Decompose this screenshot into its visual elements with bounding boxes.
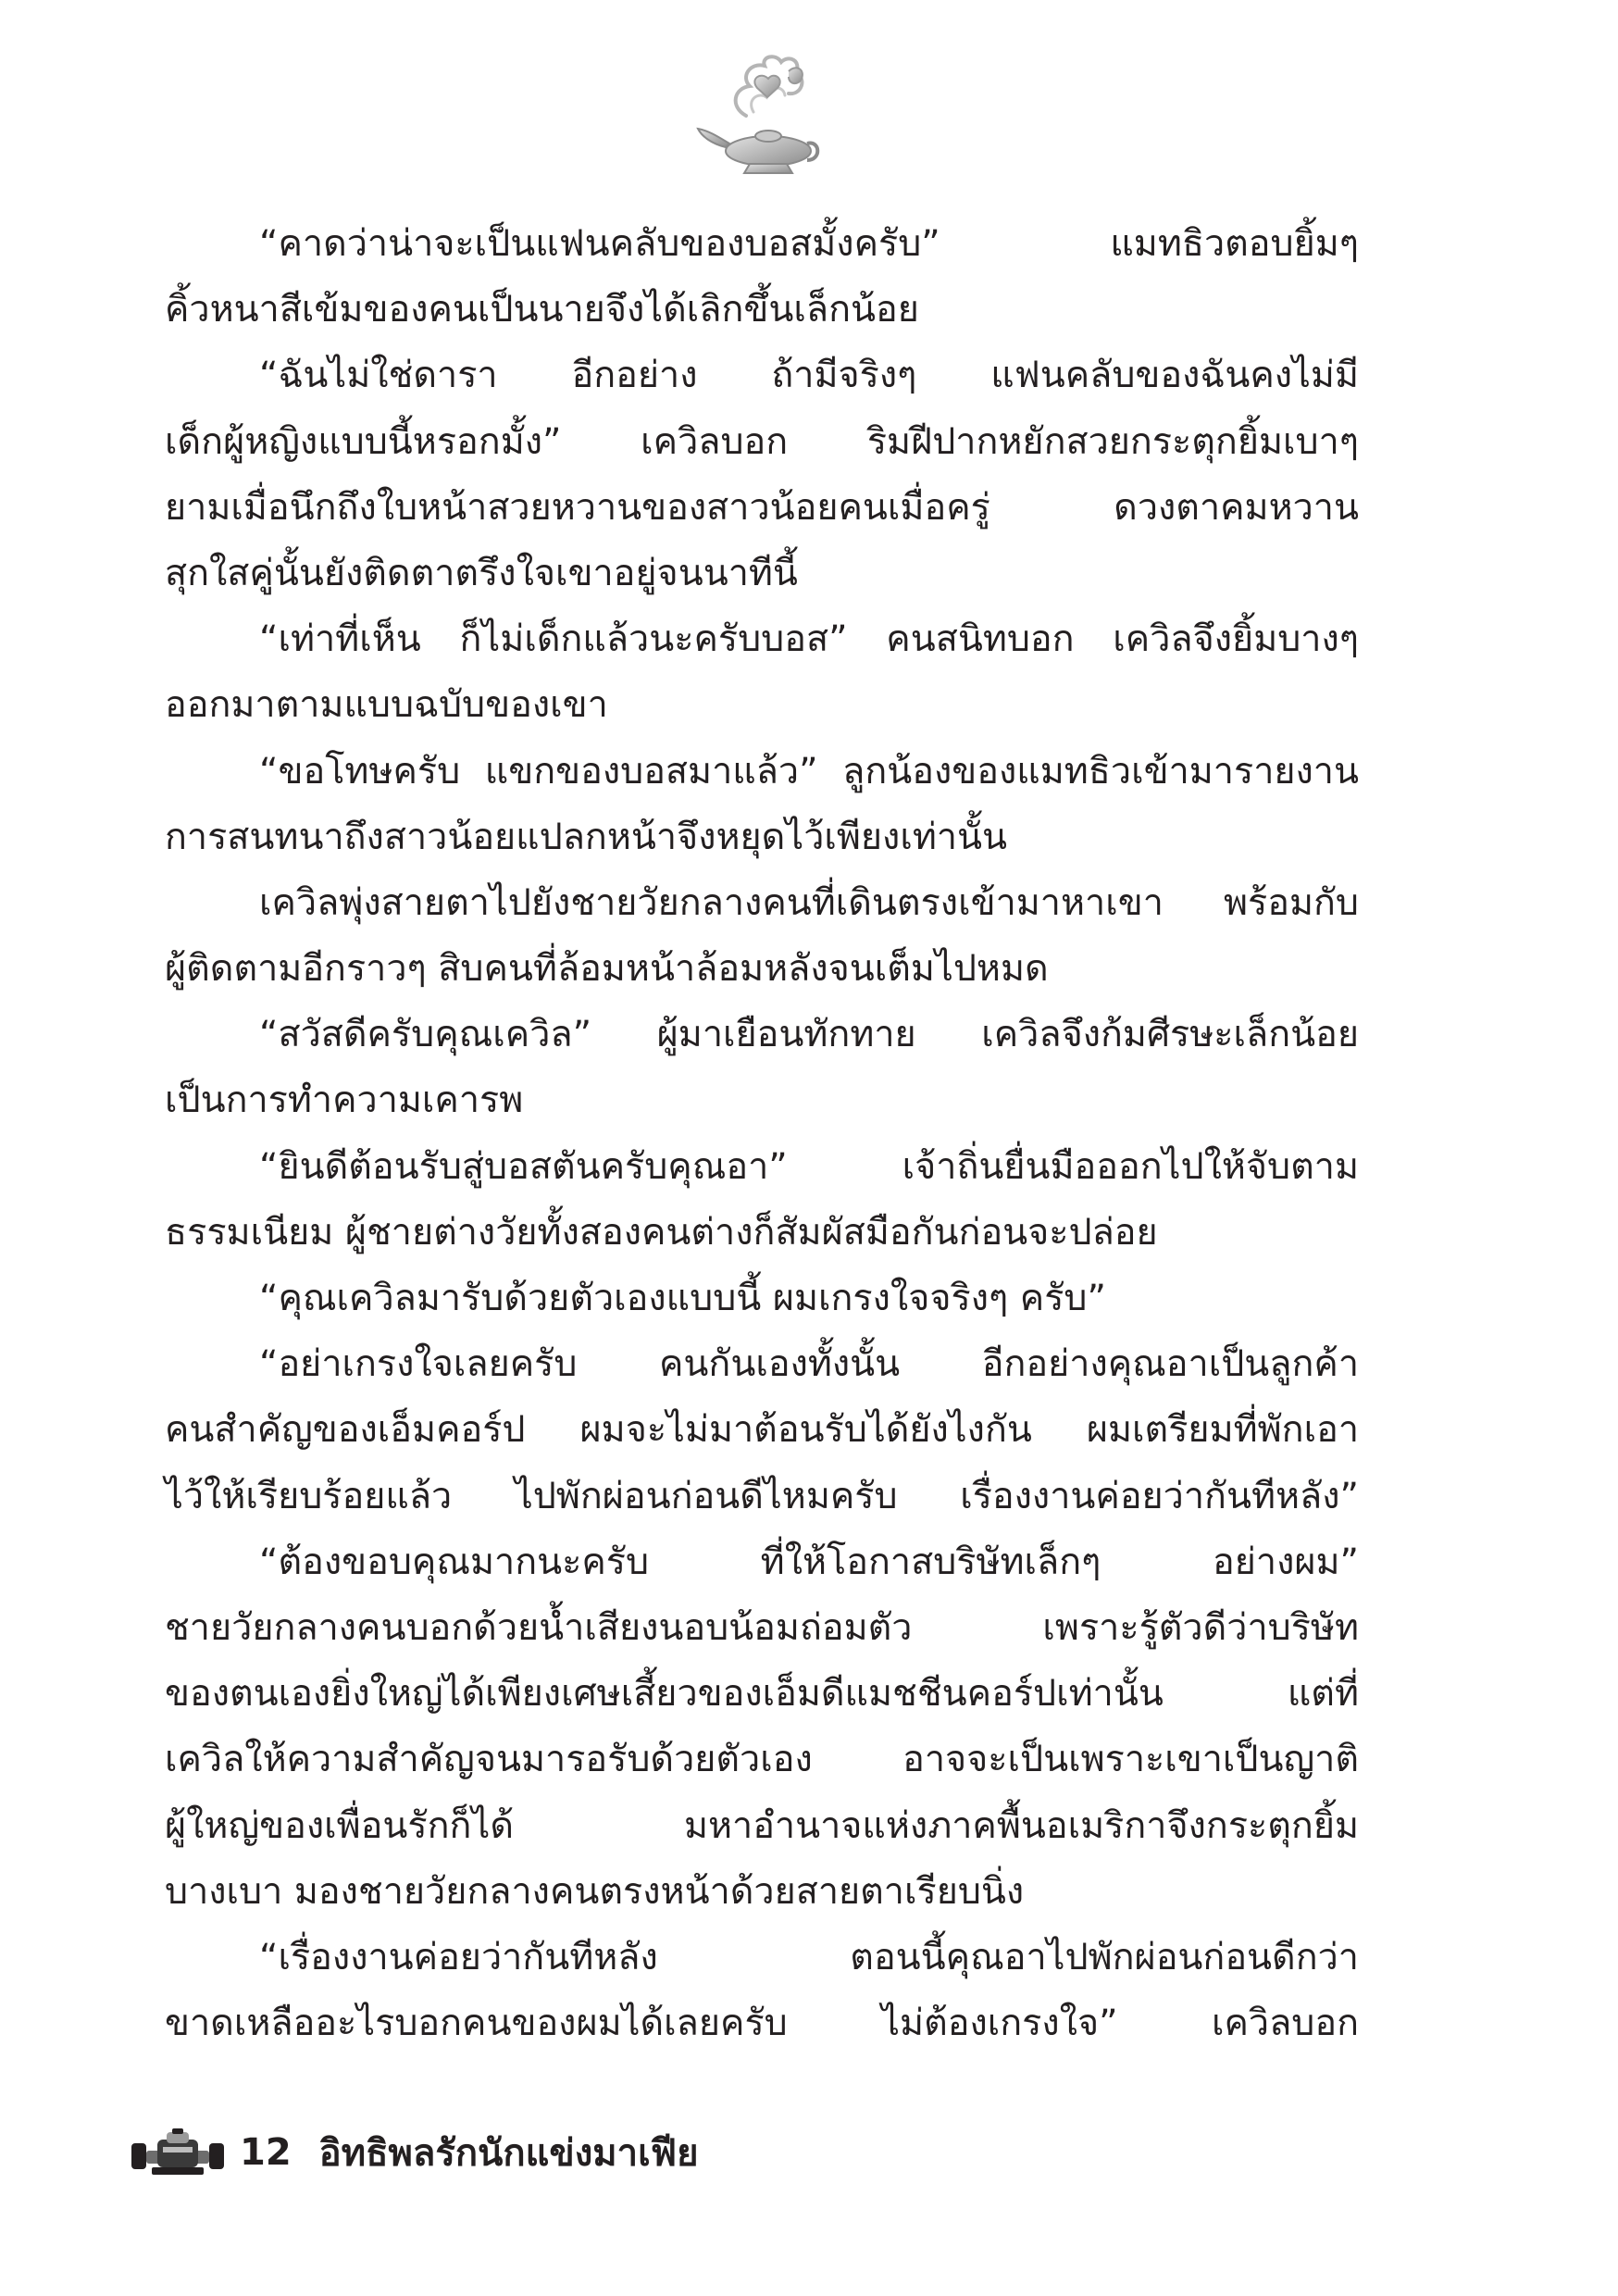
text-line: “เท่าที่เห็น ก็ไม่เด็กแล้วนะครับบอส” คนสนิทบอก เควิลจึงยิ้มบางๆ [259, 618, 1359, 661]
book-title: อิทธิพลรักนักแข่งมาเฟีย [318, 2132, 699, 2175]
text-line: “ขอโทษครับ แขกของบอสมาแล้ว” ลูกน้องของแมทธิวเข้ามารายงาน [259, 749, 1359, 792]
text-line: การสนทนาถึงสาวน้อยแปลกหน้าจึงหยุดไว้เพียงเท่านั้น [165, 815, 1008, 858]
text-line: ชายวัยกลางคนบอกด้วยน้ำเสียงนอบน้อมถ่อมตัว เพราะรู้ตัวดีว่าบริษัท [165, 1605, 1359, 1649]
text-line: ออกมาตามแบบฉบับของเขา [165, 683, 608, 727]
text-line: เควิลพุ่งสายตาไปยังชายวัยกลางคนที่เดินตรงเข้ามาหาเขา พร้อมกับ [259, 880, 1359, 924]
text-line: เด็กผู้หญิงแบบนี้หรอกมั้ง” เควิลบอก ริมฝีปากหยักสวยกระตุกยิ้มเบาๆ [165, 419, 1359, 463]
genie-lamp-icon [692, 51, 822, 190]
page-number: 12 [240, 2131, 292, 2174]
text-line: บางเบา มองชายวัยกลางคนตรงหน้าด้วยสายตาเรียบนิ่ง [165, 1869, 1025, 1913]
story-body [165, 211, 1359, 2056]
text-line: ธรรมเนียม ผู้ชายต่างวัยทั้งสองคนต่างก็สัมผัสมือกันก่อนจะปล่อย [165, 1210, 1158, 1254]
text-line: เป็นการทำความเคารพ [165, 1079, 524, 1122]
text-line: “เรื่องงานค่อยว่ากันทีหลัง ตอนนี้คุณอาไปพักผ่อนก่อนดีกว่า [259, 1935, 1359, 1978]
text-line: เควิลให้ความสำคัญจนมารอรับด้วยตัวเอง อาจจะเป็นเพราะเขาเป็นญาติ [165, 1738, 1359, 1781]
text-line: “ต้องขอบคุณมากนะครับ ที่ให้โอกาสบริษัทเล็กๆ อย่างผม” [259, 1540, 1359, 1583]
race-car-icon [130, 2127, 227, 2178]
text-line: คนสำคัญของเอ็มคอร์ป ผมจะไม่มาต้อนรับได้ยังไงกัน ผมเตรียมที่พักเอา [165, 1408, 1359, 1452]
text-line: “ฉันไม่ใช่ดารา อีกอย่าง ถ้ามีจริงๆ แฟนคลับของฉันคงไม่มี [259, 354, 1359, 397]
text-line: ของตนเองยิ่งใหญ่ได้เพียงเศษเสี้ยวของเอ็มดีแมชชีนคอร์ปเท่านั้น แต่ที่ [165, 1672, 1359, 1716]
text-line: “คุณเควิลมารับด้วยตัวเองแบบนี้ ผมเกรงใจจริงๆ ครับ” [259, 1277, 1106, 1319]
text-line: ผู้ติดตามอีกราวๆ สิบคนที่ล้อมหน้าล้อมหลังจนเต็มไปหมด [165, 947, 1049, 991]
text-line: ยามเมื่อนึกถึงใบหน้าสวยหวานของสาวน้อยคนเมื่อครู่ ดวงตาคมหวาน [165, 485, 1359, 529]
text-line: ขาดเหลืออะไรบอกคนของผมได้เลยครับ ไม่ต้องเกรงใจ” เควิลบอก [165, 2002, 1359, 2045]
text-line: ไว้ให้เรียบร้อยแล้ว ไปพักผ่อนก่อนดีไหมครับ เรื่องงานค่อยว่ากันทีหลัง” [165, 1474, 1359, 1517]
text-line: ผู้ใหญ่ของเพื่อนรักก็ได้ มหาอำนาจแห่งภาคพื้นอเมริกาจึงกระตุกยิ้ม [165, 1803, 1359, 1847]
text-line: คิ้วหนาสีเข้มของคนเป็นนายจึงได้เลิกขึ้นเล็กน้อย [165, 288, 919, 331]
text-line: “คาดว่าน่าจะเป็นแฟนคลับของบอสมั้งครับ” แมทธิวตอบยิ้มๆ [259, 222, 1359, 265]
text-line: “อย่าเกรงใจเลยครับ คนกันเองทั้งนั้น อีกอย่างคุณอาเป็นลูกค้า [259, 1342, 1359, 1386]
text-line: “ยินดีต้อนรับสู่บอสตันครับคุณอา” เจ้าถิ่นยื่นมือออกไปให้จับตาม [259, 1144, 1359, 1188]
text-line: “สวัสดีครับคุณเควิล” ผู้มาเยือนทักทาย เควิลจึงก้มศีรษะเล็กน้อย [259, 1013, 1359, 1056]
page-footer [130, 2120, 699, 2185]
text-line: สุกใสคู่นั้นยังติดตาตรึงใจเขาอยู่จนนาทีนี้ [165, 551, 798, 594]
